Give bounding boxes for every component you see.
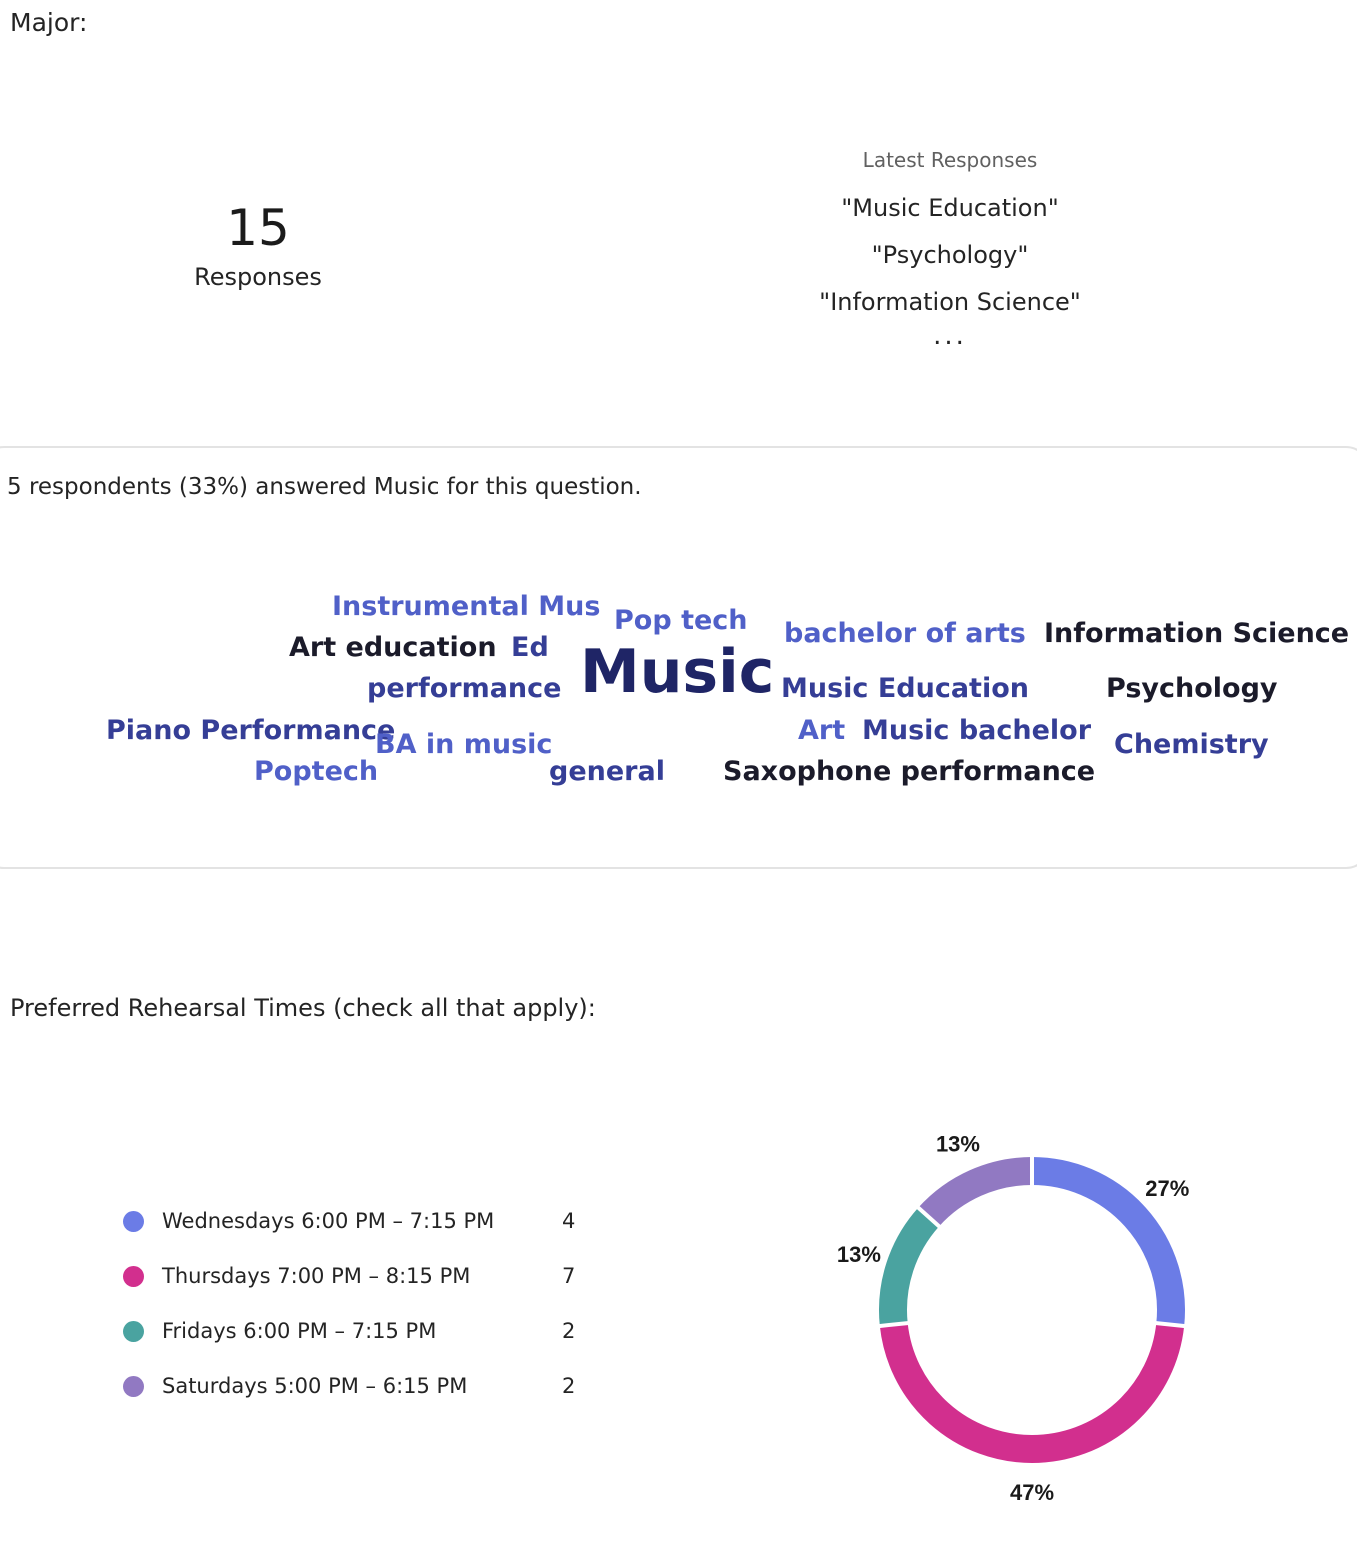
word-cloud-word[interactable]: BA in music [375,729,553,760]
response-count-label: Responses [194,263,322,291]
word-cloud-word[interactable]: Information Science [1044,618,1350,649]
word-cloud-word[interactable]: general [549,756,665,787]
donut-slice[interactable] [894,1325,1170,1449]
legend-item[interactable] [123,1316,593,1346]
question-title-rehearsal: Preferred Rehearsal Times (check all that apply): [10,994,596,1022]
legend-count: 7 [562,1264,576,1288]
donut-chart [800,1110,1260,1510]
word-cloud-word[interactable]: Art [798,715,846,746]
legend-label: Wednesdays 6:00 PM – 7:15 PM [162,1209,495,1233]
word-cloud-word[interactable]: Saxophone performance [723,756,1096,787]
legend-count: 2 [562,1374,576,1398]
latest-response-item: "Psychology" [871,241,1029,269]
latest-response-item: "Music Education" [841,194,1059,222]
response-count-block [158,196,358,294]
word-cloud-word[interactable]: Piano Performance [106,715,396,746]
legend-color-swatch [123,1266,144,1287]
legend-label: Saturdays 5:00 PM – 6:15 PM [162,1374,468,1398]
word-cloud-word[interactable]: Psychology [1106,673,1278,704]
legend-label: Thursdays 7:00 PM – 8:15 PM [162,1264,471,1288]
legend-count: 4 [562,1209,576,1233]
legend-color-swatch [123,1211,144,1232]
latest-responses-heading: Latest Responses [862,148,1038,172]
legend-color-swatch [123,1321,144,1342]
response-count: 15 [226,199,290,257]
word-cloud-word[interactable]: Ed [511,632,549,663]
legend-count: 2 [562,1319,576,1343]
slice-percent-label: 47% [1009,1480,1055,1505]
donut-slice[interactable] [929,1171,1032,1217]
word-cloud-word[interactable]: Music bachelor [862,715,1092,746]
slice-percent-label: 27% [1145,1176,1190,1202]
latest-response-item: "Information Science" [819,288,1081,316]
legend-color-swatch [123,1376,144,1397]
word-cloud-word[interactable]: Music [580,637,775,707]
slice-percent-label: 13% [935,1131,980,1157]
latest-responses [750,143,1150,351]
legend-item[interactable] [123,1261,593,1291]
word-cloud-word[interactable]: Art education [289,632,497,663]
word-cloud-word[interactable]: performance [367,673,562,704]
question-title-major: Major: [10,8,88,37]
word-cloud-word[interactable]: Poptech [254,756,379,787]
word-cloud-summary: 5 respondents (33%) answered Music for this question. [7,474,642,500]
word-cloud-word[interactable]: Chemistry [1114,729,1269,760]
donut-slice[interactable] [893,1217,929,1325]
legend-item[interactable] [123,1206,593,1236]
more-responses-link[interactable]: ... [933,321,967,351]
word-cloud-word[interactable]: Instrumental Mus [332,591,601,622]
slice-percent-label: 13% [836,1241,881,1267]
legend-label: Fridays 6:00 PM – 7:15 PM [162,1319,437,1343]
word-cloud-word[interactable]: bachelor of arts [784,618,1026,649]
word-cloud-word[interactable]: Pop tech [614,605,748,636]
word-cloud-word[interactable]: Music Education [781,673,1029,704]
legend-item[interactable] [123,1371,593,1401]
